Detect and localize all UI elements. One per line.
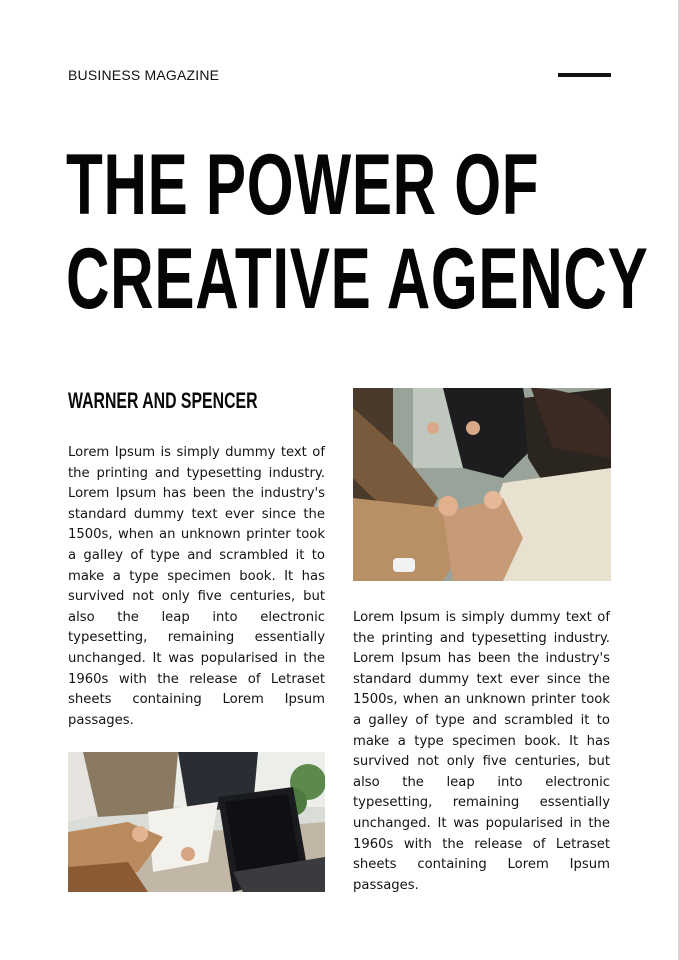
headline xyxy=(66,137,649,327)
meeting-photo-illustration xyxy=(353,388,611,581)
article-paragraph-right: Lorem Ipsum is simply dummy text of the printing and typesetting industry. Lorem Ipsum has been the industry's standard dummy text ever since the 1500s, when an unknown printer took a galley of type and scrambled it to make a type specimen book. It has survived not only five centuries, but also the leap into electronic typesetting, remaining essentially unchanged. It was popularised in the 1960s with the release of Letraset sheets containing Lorem Ipsum passages. xyxy=(353,610,610,893)
magazine-name: BUSINESS MAGAZINE xyxy=(68,67,220,83)
headline-line-2: CREATIVE AGENCY xyxy=(66,231,649,327)
headline-line-1: THE POWER OF xyxy=(66,137,540,233)
meeting-photo xyxy=(353,388,611,581)
office-photo xyxy=(68,752,325,892)
office-photo-illustration xyxy=(68,752,325,892)
article-paragraph-left: Lorem Ipsum is simply dummy text of the printing and typesetting industry. Lorem Ipsum has been the industry's standard dummy text ever since the 1500s, when an unknown printer took a galley of type and scrambled it to make a type specimen book. It has survived not only five centuries, but also the leap into electronic typesetting, remaining essentially unchanged. It was popularised in the 1960s with the release of Letraset sheets containing Lorem Ipsum passages. xyxy=(68,445,325,728)
author-byline: WARNER AND SPENCER xyxy=(68,388,258,413)
header-rule xyxy=(558,73,611,77)
